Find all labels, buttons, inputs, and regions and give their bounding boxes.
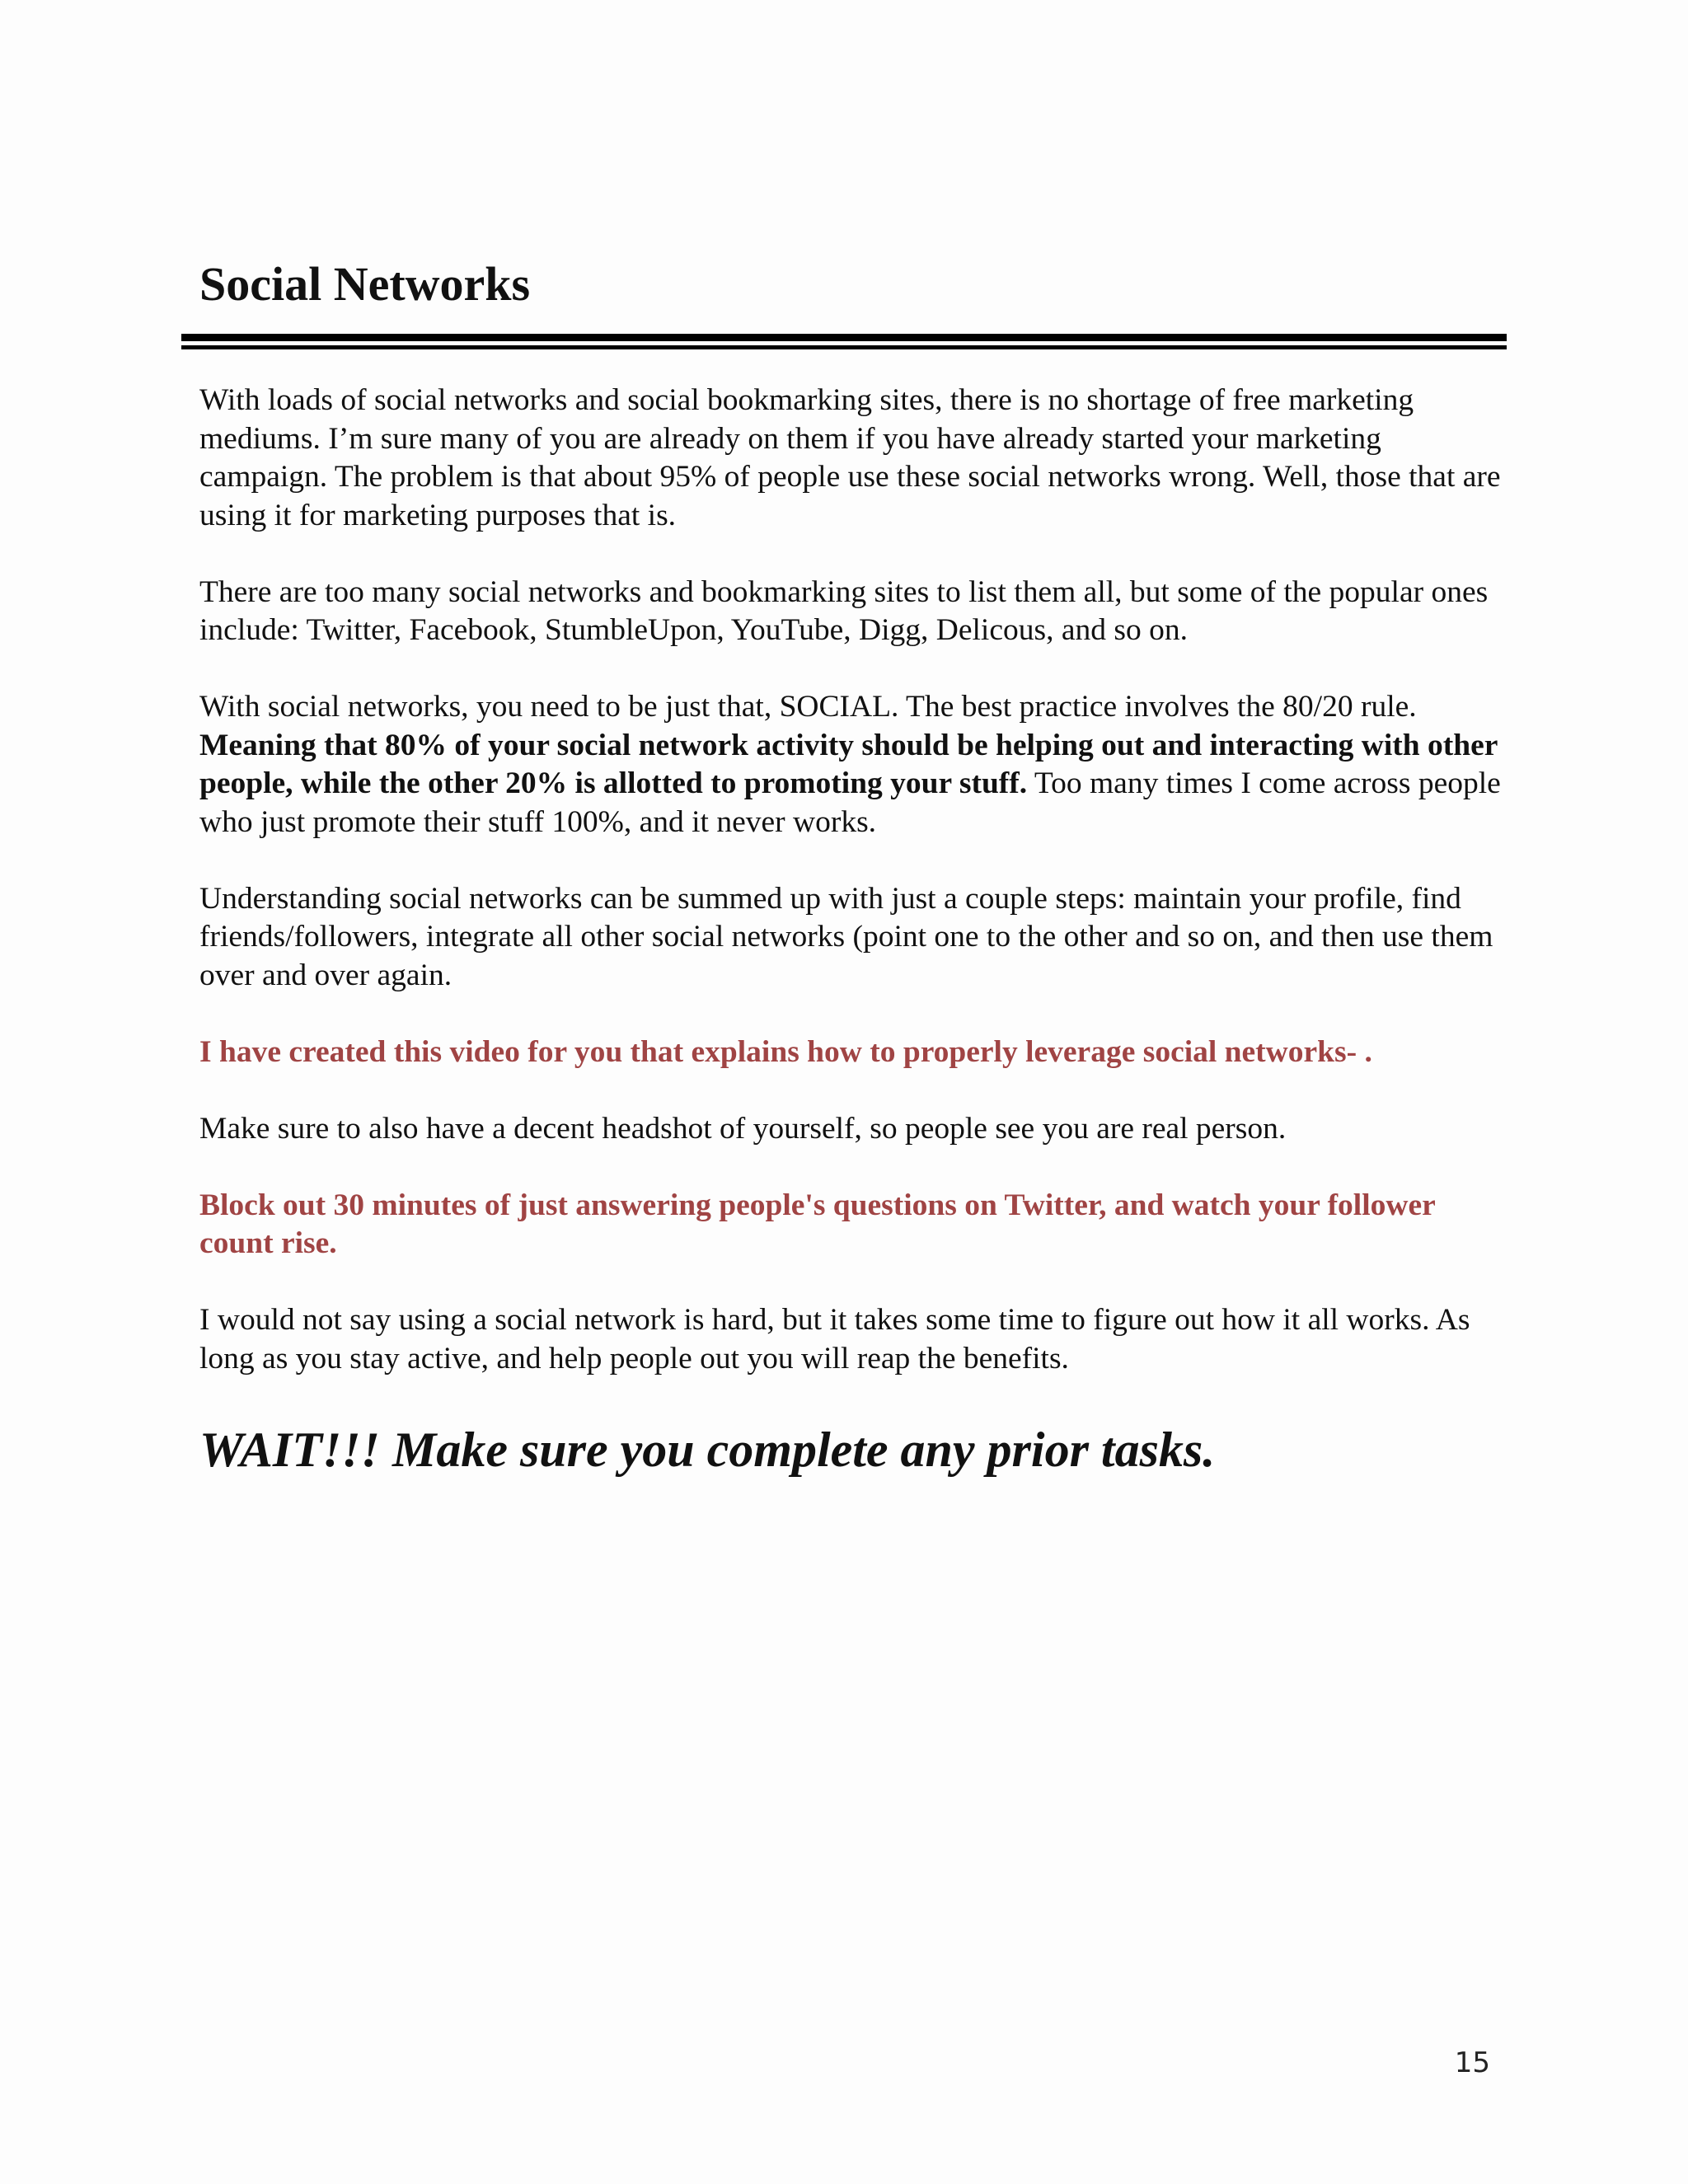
paragraph-headshot: Make sure to also have a decent headshot of yourself, so people see you are real person.: [199, 1111, 1287, 1146]
paragraph-80-20-rule: [199, 688, 1502, 841]
paragraph-steps: Understanding social networks can be summed up with just a couple steps: maintain your profile, find friends/followers, integrate all other social networks (point one to the other and so on, and then use them over and over again.: [199, 881, 1493, 992]
wait-notice: WAIT!!! Make sure you complete any prior tasks.: [199, 1422, 1216, 1477]
video-note-link[interactable]: I have created this video for you that explains how to properly leverage social networks- .: [199, 1034, 1372, 1069]
body-text: [199, 382, 1502, 1517]
paragraph-80-20-end: Too many times I come across people who just promote their stuff 100%, and it never works.: [199, 766, 1501, 839]
page-number: 15: [1454, 2046, 1490, 2079]
twitter-tip: Block out 30 minutes of just answering people's questions on Twitter, and watch your follower count rise.: [199, 1188, 1436, 1260]
heading-rule-thick: [181, 334, 1507, 341]
section-heading: Social Networks: [199, 257, 531, 311]
paragraph-80-20-emphasis: Meaning that 80% of your social network activity should be helping out and interacting with other people, while the other 20% is allotted to promoting your stuff.: [199, 728, 1498, 800]
heading-rule-thin: [181, 345, 1507, 349]
paragraph-80-20-start: With social networks, you need to be just that, SOCIAL. The best practice involves the 80/20 rule.: [199, 690, 1417, 724]
paragraph-intro: With loads of social networks and social bookmarking sites, there is no shortage of free marketing mediums. I’m sure many of you are already on them if you have already started your marketing campaign. The problem is that about 95% of people use these social networks wrong. Well, those that are using it for marketing purposes that is.: [199, 383, 1501, 532]
paragraph-popular-networks: There are too many social networks and bookmarking sites to list them all, but some of the popular ones include: Twitter, Facebook, StumbleUpon, YouTube, Digg, Delicous, and so on.: [199, 574, 1489, 647]
paragraph-conclusion: I would not say using a social network is hard, but it takes some time to figure out how it all works. As long as you stay active, and help people out you will reap the benefits.: [199, 1303, 1470, 1376]
